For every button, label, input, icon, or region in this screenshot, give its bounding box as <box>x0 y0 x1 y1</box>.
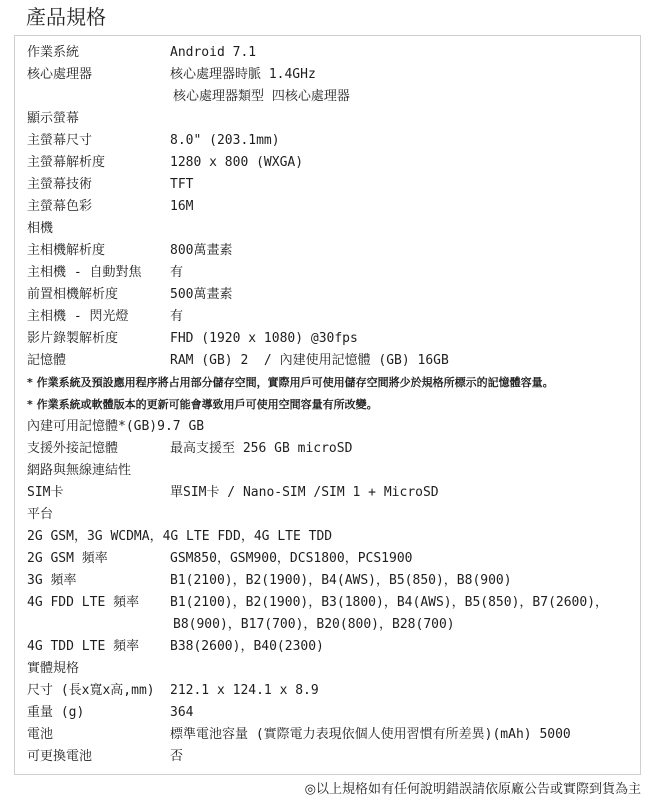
spec-row-memory <box>27 350 632 372</box>
spec-value: 核心處理器類型 四核心處理器 <box>173 89 350 104</box>
spec-row-autofocus <box>27 262 632 284</box>
spec-value: 核心處理器時脈 1.4GHz <box>170 67 316 82</box>
section-heading-physical <box>27 658 632 680</box>
spec-label: 記憶體 <box>27 353 67 368</box>
spec-label: 尺寸 (長x寬x高,mm) <box>27 683 155 698</box>
section-heading-display <box>27 108 632 130</box>
spec-label: 4G FDD LTE 頻率 <box>27 595 140 610</box>
spec-value: 標準電池容量 (實際電力表現依個人使用習慣有所差異)(mAh) 5000 <box>170 727 571 742</box>
spec-table <box>14 35 641 775</box>
spec-label: 主螢幕尺寸 <box>27 133 93 148</box>
footnote-update <box>27 394 632 416</box>
spec-value: 單SIM卡 / Nano-SIM /SIM 1 + MicroSD <box>170 485 439 500</box>
spec-text: 2G GSM，3G WCDMA，4G LTE FDD，4G LTE TDD <box>27 529 333 544</box>
spec-label: 主螢幕技術 <box>27 177 93 192</box>
spec-label: 4G TDD LTE 頻率 <box>27 639 140 654</box>
spec-value: B38(2600)，B40(2300) <box>170 639 324 654</box>
section-heading: 顯示螢幕 <box>27 111 80 126</box>
spec-row-4g-fdd-bands <box>27 592 632 614</box>
disclaimer-note: ◎以上規格如有任何說明錯誤請依原廠公告或實際到貨為主 <box>304 782 641 797</box>
spec-value: 1280 x 800 (WXGA) <box>170 155 304 170</box>
spec-label: 電池 <box>27 727 54 742</box>
spec-row-4g-tdd-bands <box>27 636 632 658</box>
section-heading: 實體規格 <box>27 661 80 676</box>
spec-row-available-storage <box>27 416 632 438</box>
section-heading: 平台 <box>27 507 54 522</box>
spec-row-battery <box>27 724 632 746</box>
spec-value: 8.0" (203.1mm) <box>170 133 280 148</box>
spec-row-dimensions <box>27 680 632 702</box>
spec-label: 支援外接記憶體 <box>27 441 119 456</box>
spec-value: Android 7.1 <box>170 45 257 60</box>
spec-label: 主相機解析度 <box>27 243 106 258</box>
page-title: 產品規格 <box>26 5 106 29</box>
spec-label: 前置相機解析度 <box>27 287 119 302</box>
spec-row-screen-tech <box>27 174 632 196</box>
footnote-text: * 作業系統及預設應用程序將占用部分儲存空間，實際用戶可使用儲存空間將少於規格所標示的記憶體容量。 <box>27 376 554 389</box>
spec-row-screen-colors <box>27 196 632 218</box>
spec-value: 212.1 x 124.1 x 8.9 <box>170 683 319 698</box>
spec-value: 500萬畫素 <box>170 287 233 302</box>
spec-row-os <box>27 42 632 64</box>
spec-value: FHD (1920 x 1080) @30fps <box>170 331 358 346</box>
spec-value: GSM850，GSM900，DCS1800，PCS1900 <box>170 551 413 566</box>
spec-label: SIM卡 <box>27 485 64 500</box>
spec-label: 主相機 - 自動對焦 <box>27 265 142 280</box>
spec-label: 重量 (g) <box>27 705 85 720</box>
spec-row-sim <box>27 482 632 504</box>
spec-label: 2G GSM 頻率 <box>27 551 108 566</box>
spec-value: 16M <box>170 199 194 214</box>
spec-label: 主相機 - 閃光燈 <box>27 309 129 324</box>
spec-value: B1(2100)，B2(1900)，B4(AWS)，B5(850)，B8(900) <box>170 573 512 588</box>
spec-value: 800萬畫素 <box>170 243 233 258</box>
spec-value: B8(900)，B17(700)，B20(800)，B28(700) <box>173 617 455 632</box>
section-heading-camera <box>27 218 632 240</box>
section-heading-platform <box>27 504 632 526</box>
spec-value: 有 <box>170 265 184 280</box>
spec-value: 否 <box>170 749 184 764</box>
spec-value: 有 <box>170 309 184 324</box>
spec-row-flash <box>27 306 632 328</box>
spec-label: 可更換電池 <box>27 749 93 764</box>
spec-row-replaceable-battery <box>27 746 632 768</box>
spec-value: 364 <box>170 705 194 720</box>
spec-row-cpu <box>27 64 632 86</box>
section-heading-network <box>27 460 632 482</box>
spec-value: RAM (GB) 2 / 內建使用記憶體 (GB) 16GB <box>170 353 449 368</box>
spec-label: 影片錄製解析度 <box>27 331 119 346</box>
footnote-storage <box>27 372 632 394</box>
spec-row-2g-bands <box>27 548 632 570</box>
spec-list <box>27 42 632 768</box>
spec-label: 主螢幕色彩 <box>27 199 93 214</box>
spec-value: 最高支援至 256 GB microSD <box>170 441 353 456</box>
spec-row-video-recording <box>27 328 632 350</box>
spec-row-front-camera-resolution <box>27 284 632 306</box>
spec-row-screen-resolution <box>27 152 632 174</box>
spec-label: 作業系統 <box>27 45 80 60</box>
spec-row-4g-fdd-bands-cont <box>27 614 632 636</box>
spec-label: 3G 頻率 <box>27 573 77 588</box>
spec-label: 核心處理器 <box>27 67 93 82</box>
spec-row-external-storage <box>27 438 632 460</box>
spec-value: B1(2100)，B2(1900)，B3(1800)，B4(AWS)，B5(850)，B7(2600)， <box>170 595 609 610</box>
spec-row-main-camera-resolution <box>27 240 632 262</box>
spec-row-weight <box>27 702 632 724</box>
spec-row-3g-bands <box>27 570 632 592</box>
section-heading: 相機 <box>27 221 54 236</box>
spec-label: 主螢幕解析度 <box>27 155 106 170</box>
spec-value: TFT <box>170 177 194 192</box>
section-heading: 網路與無線連結性 <box>27 463 132 478</box>
spec-row-platform-list <box>27 526 632 548</box>
spec-text: 內建可用記憶體*(GB)9.7 GB <box>27 419 205 434</box>
spec-row-screen-size <box>27 130 632 152</box>
spec-row-cpu-type <box>27 86 632 108</box>
footnote-text: * 作業系統或軟體版本的更新可能會導致用戶可使用空間容量有所改變。 <box>27 398 378 411</box>
